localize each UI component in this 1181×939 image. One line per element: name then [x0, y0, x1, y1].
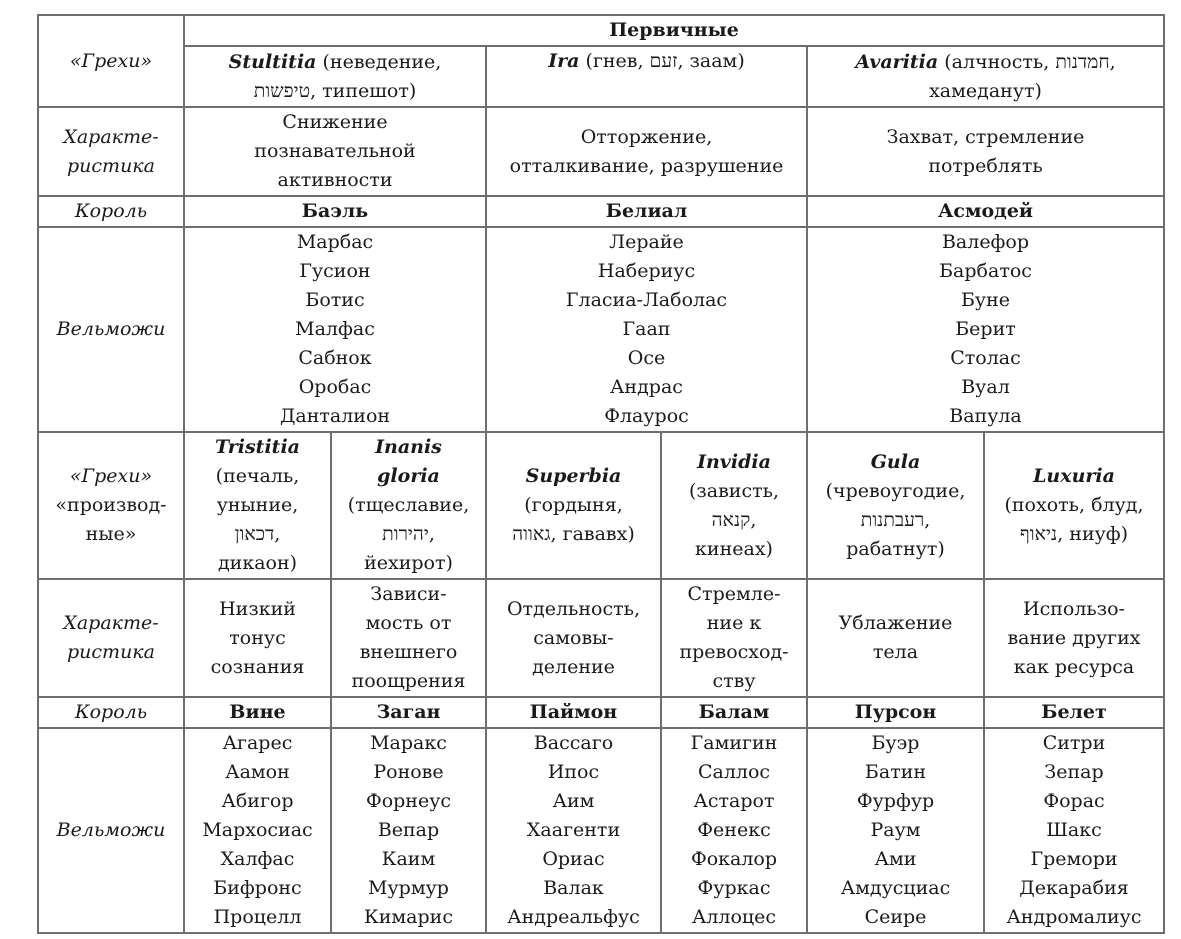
characteristic-inanis-gloria [331, 579, 486, 697]
text-line: деление [532, 655, 615, 678]
derived-sins-row [38, 432, 1164, 579]
noble-name: Астарот [693, 790, 775, 812]
sin-gloss: йехирот) [364, 552, 453, 574]
sin-gloss: (чревоугодие, [825, 479, 966, 502]
derived-sin-superbia [486, 432, 661, 579]
noble-name: Барбатос [939, 260, 1032, 282]
text-line: поощрения [351, 670, 466, 692]
characteristic-stultitia [184, 107, 486, 196]
noble-name: Оробас [298, 376, 372, 398]
noble-name: Агарес [222, 732, 293, 754]
label-line: ные» [85, 523, 137, 545]
king-gula: Пурсон [807, 697, 984, 728]
nobles-gula [807, 728, 984, 933]
label-line: «производ- [55, 494, 167, 516]
characteristic-avaritia [807, 107, 1164, 196]
sin-gloss: דכאון, [234, 523, 281, 545]
primary-sin-stultitia [184, 46, 486, 107]
noble-name: Абигор [221, 790, 294, 812]
sin-gloss: ניאוף, ниуф) [1019, 523, 1129, 545]
noble-name: Андрас [610, 376, 683, 398]
sin-gloss: хамеданут) [929, 79, 1042, 102]
sin-gloss: רעבתנות, [860, 508, 931, 531]
noble-name: Столас [950, 347, 1021, 369]
sin-gloss: кинеах) [695, 537, 773, 560]
noble-name: Процелл [213, 906, 302, 928]
sin-latin-name: Invidia [697, 450, 771, 473]
king-ira: Белиал [486, 196, 807, 227]
text-line: сознания [210, 655, 305, 678]
noble-name: Ботис [305, 289, 365, 311]
text-line: мость от [365, 612, 452, 634]
sin-gloss: יהירות, [382, 523, 435, 545]
noble-name: Андреальфус [507, 906, 640, 928]
sin-gloss: дикаон) [217, 552, 298, 574]
noble-name: Раум [870, 819, 921, 841]
derived-king-row [38, 697, 1164, 728]
noble-name: Сеире [864, 906, 927, 928]
primary-characteristic-row [38, 107, 1164, 196]
noble-name: Лерайе [609, 231, 684, 253]
text-line: как ресурса [1013, 655, 1135, 678]
row-label-characteristic [38, 107, 184, 196]
text-line: Зависи- [370, 583, 447, 605]
king-tristitia: Вине [184, 697, 331, 728]
noble-name: Форнеус [365, 790, 452, 812]
sin-latin-name: gloria [377, 465, 440, 487]
text-line: Отдельность, [506, 597, 641, 620]
noble-name: Вапула [949, 405, 1022, 427]
derived-sin-invidia [661, 432, 807, 579]
sin-latin-name: Luxuria [1033, 465, 1115, 487]
noble-name: Сабнок [298, 347, 372, 369]
noble-name: Малфас [295, 318, 375, 340]
nobles-superbia [486, 728, 661, 933]
primary-sin-avaritia [807, 46, 1164, 107]
noble-name: Буэр [871, 732, 920, 754]
row-label-sins: «Грехи» [38, 15, 184, 107]
noble-name: Гласиа-Лаболас [565, 289, 728, 311]
label-line: ристика [67, 154, 155, 177]
primary-sins-row [38, 46, 1164, 107]
text-line: отталкивание, разрушение [509, 154, 784, 177]
noble-name: Фуркас [697, 877, 771, 899]
row-label-king: Король [38, 196, 184, 227]
nobles-invidia [661, 728, 807, 933]
noble-name: Хаагенти [526, 819, 621, 841]
nobles-tristitia [184, 728, 331, 933]
noble-name: Халфас [220, 848, 295, 870]
text-line: Низкий [219, 597, 296, 620]
noble-name: Ами [874, 848, 917, 870]
noble-name: Фокалор [690, 848, 778, 870]
label-line: Характе- [63, 612, 159, 634]
sin-gloss: גאווה, гававх) [512, 523, 635, 545]
sin-gloss: уныние, [216, 494, 299, 516]
sin-gloss: (гордыня, [524, 494, 623, 516]
nobles-stultitia [184, 227, 486, 432]
characteristic-gula [807, 579, 984, 697]
text-line: Захват, стремление [886, 125, 1085, 148]
noble-name: Буне [960, 289, 1011, 311]
king-avaritia: Асмодей [807, 196, 1164, 227]
row-label-nobles: Вельможи [38, 728, 184, 933]
noble-name: Шакс [1046, 819, 1102, 841]
sin-latin-name: Superbia [525, 465, 622, 487]
sin-gloss: рабатнут) [846, 537, 945, 560]
noble-name: Гремори [1030, 848, 1118, 870]
sin-gloss: (тщеславие, [347, 494, 470, 516]
sin-latin-name: Inanis [375, 436, 442, 458]
king-superbia: Паймон [486, 697, 661, 728]
label-line: «Грехи» [69, 465, 153, 487]
noble-name: Аамон [225, 761, 290, 783]
noble-name: Андромалиус [1006, 906, 1142, 928]
characteristic-superbia [486, 579, 661, 697]
sin-latin-name: Avaritia [855, 50, 939, 73]
sin-latin-name: Gula [870, 450, 921, 473]
king-stultitia: Баэль [184, 196, 486, 227]
noble-name: Ориас [542, 848, 605, 870]
primary-header: Первичные [184, 15, 1164, 46]
label-line: ристика [67, 641, 155, 663]
sin-latin-name: Ira [548, 50, 580, 72]
noble-name: Зепар [1044, 761, 1104, 783]
characteristic-invidia [661, 579, 807, 697]
text-line: тела [872, 641, 919, 663]
text-line: превосход- [679, 641, 789, 663]
nobles-inanis-gloria [331, 728, 486, 933]
noble-name: Гусион [299, 260, 371, 282]
noble-name: Батин [864, 761, 927, 783]
sin-latin-name: Tristitia [215, 436, 300, 458]
noble-name: Флаурос [604, 405, 689, 427]
row-label-derived-sins [38, 432, 184, 579]
text-line: Стремле- [687, 583, 781, 605]
text-line: Снижение [282, 111, 388, 133]
noble-name: Ситри [1042, 732, 1106, 754]
king-luxuria: Белет [984, 697, 1164, 728]
derived-sin-inanis-gloria [331, 432, 486, 579]
noble-name: Валак [543, 877, 604, 899]
characteristic-tristitia [184, 579, 331, 697]
noble-name: Вуал [961, 376, 1010, 398]
text-line: Ублажение [838, 612, 953, 634]
sin-gloss: טיפשות, типешот) [253, 79, 417, 102]
text-line: тонус [229, 626, 286, 649]
noble-name: Набериус [597, 260, 696, 282]
noble-name: Аим [552, 790, 595, 812]
characteristic-luxuria [984, 579, 1164, 697]
text-line: Отторжение, [580, 125, 713, 148]
primary-nobles-row [38, 227, 1164, 432]
noble-name: Каим [381, 848, 436, 870]
sin-gloss: (алчность, חמדנות, [938, 50, 1116, 73]
text-line: познавательной [254, 140, 416, 162]
row-label-nobles: Вельможи [38, 227, 184, 432]
header-row [38, 15, 1164, 46]
nobles-luxuria [984, 728, 1164, 933]
derived-sin-luxuria [984, 432, 1164, 579]
noble-name: Вепар [377, 819, 440, 841]
demons-sins-table [37, 14, 1165, 934]
derived-sin-gula [807, 432, 984, 579]
noble-name: Валефор [941, 231, 1030, 253]
noble-name: Аллоцес [691, 906, 777, 928]
noble-name: Мурмур [368, 877, 449, 899]
noble-name: Маракс [370, 732, 447, 754]
sin-gloss: (печаль, [215, 465, 300, 487]
sin-gloss: (неведение, [316, 50, 442, 73]
text-line: самовы- [533, 626, 614, 649]
sin-gloss: (зависть, [689, 479, 779, 502]
row-label-king: Король [38, 697, 184, 728]
sin-gloss: קנאה, [711, 508, 757, 531]
sin-latin-name: Stultitia [228, 50, 317, 73]
noble-name: Форас [1043, 790, 1105, 812]
derived-sin-tristitia [184, 432, 331, 579]
text-line: внешнего [359, 641, 458, 663]
noble-name: Осе [627, 347, 666, 369]
noble-name: Ипос [547, 761, 600, 783]
noble-name: Декарабия [1019, 877, 1129, 899]
king-inanis-gloria: Заган [331, 697, 486, 728]
noble-name: Бифронс [213, 877, 302, 899]
king-invidia: Балам [661, 697, 807, 728]
noble-name: Мархосиас [202, 819, 313, 841]
noble-name: Гамигин [690, 732, 778, 754]
text-line: ние к [706, 612, 762, 634]
text-line: вание других [1007, 626, 1141, 649]
noble-name: Кимарис [364, 906, 453, 928]
derived-characteristic-row [38, 579, 1164, 697]
nobles-avaritia [807, 227, 1164, 432]
text-line: Использо- [1023, 597, 1125, 620]
noble-name: Марбас [296, 231, 374, 253]
text-line: ству [712, 670, 756, 692]
sin-gloss: (похоть, блуд, [1004, 494, 1144, 516]
noble-name: Саллос [697, 761, 771, 783]
derived-nobles-row [38, 728, 1164, 933]
noble-name: Ронове [373, 761, 444, 783]
noble-name: Гаап [622, 318, 671, 340]
nobles-ira [486, 227, 807, 432]
noble-name: Берит [955, 318, 1016, 340]
noble-name: Данталион [279, 405, 391, 427]
text-line: активности [277, 169, 393, 191]
primary-sin-ira [486, 46, 807, 107]
row-label-characteristic [38, 579, 184, 697]
noble-name: Амдусциас [840, 877, 951, 899]
primary-king-row [38, 196, 1164, 227]
sin-gloss: (гнев, זעם, заам) [579, 50, 745, 72]
noble-name: Фенекс [697, 819, 771, 841]
noble-name: Фурфур [856, 790, 935, 812]
text-line: потреблять [928, 154, 1043, 177]
label-line: Характе- [63, 125, 159, 148]
noble-name: Вассаго [533, 732, 614, 754]
characteristic-ira [486, 107, 807, 196]
